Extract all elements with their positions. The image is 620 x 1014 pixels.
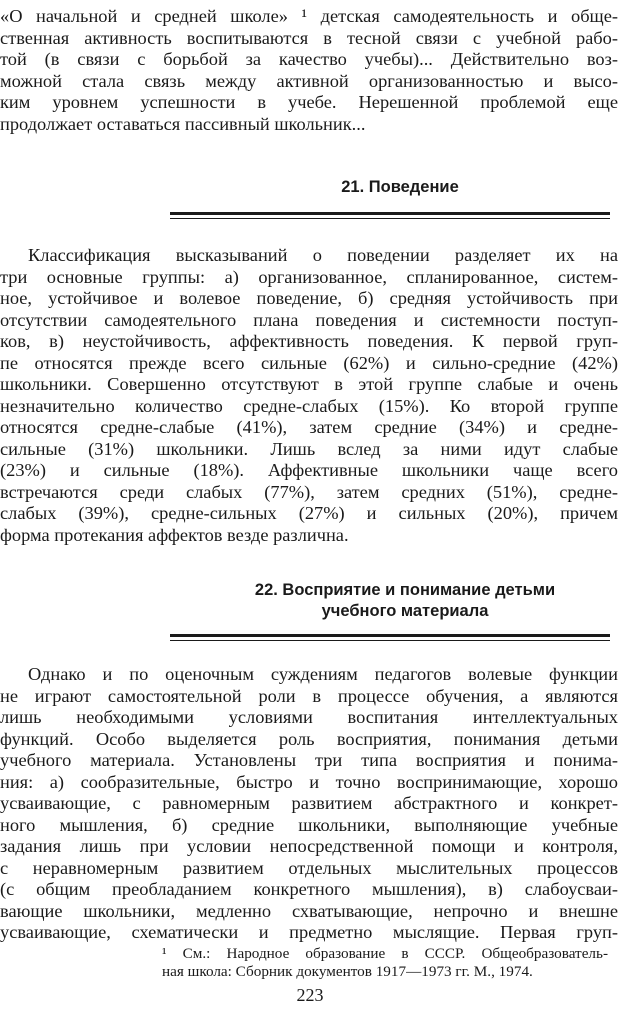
text-line: задания лишь при условии непосредственной помощи и контроля, (0, 836, 618, 856)
text-line: усваивающие, с равномерным развитием абстрактного и конкрет- (0, 793, 618, 813)
text-line: ное, устойчивое и волевое поведение, б) средняя устойчивость при (0, 288, 618, 308)
section-22-heading-line2: учебного материала (321, 602, 489, 620)
footnote (162, 945, 608, 981)
text-line: учебного материала. Установлены три типа восприятия и понима- (0, 750, 618, 770)
text-line: с неравномерным развитием отдельных мыслительных процессов (0, 857, 618, 878)
text-line: пе относятся прежде всего сильные (62%) и сильно-средние (42%) (0, 352, 618, 373)
text-line: незначительно количество средне-слабых (15%). Ко второй группе (0, 395, 618, 416)
section-21-paragraph (0, 245, 618, 546)
text-line: форма протекания аффектов везде различна. (0, 524, 349, 545)
text-line: Классификация высказываний о поведении разделяет их на (28, 245, 618, 265)
section-22-paragraph (0, 664, 618, 944)
text-line: школьники. Совершенно отсутствуют в этой группе слабые и очень (0, 374, 618, 394)
text-line: той (в связи с борьбой за качество учебы)... Действительно воз- (0, 49, 618, 69)
text-line: усваивающие, схематически и предметно мыслящие. Первая груп- (0, 922, 618, 942)
text-line: (23%) и сильные (18%). Аффективные школьники чаще всего (0, 460, 618, 480)
text-line: вающие школьники, медленно схватывающие, непрочно и внешне (0, 900, 618, 921)
text-line: ственная активность воспитываются в тесной связи с учебной рабо- (0, 27, 618, 48)
heading-rule-thick (170, 634, 610, 637)
text-line: можной стала связь между активной организованностью и высо- (0, 70, 618, 91)
text-line: Однако и по оценочным суждениям педагогов волевые функции (28, 664, 618, 684)
text-line: встречаются среди слабых (77%), затем средних (51%), средне- (0, 481, 618, 502)
heading-rule-thin (170, 218, 610, 219)
page-number: 223 (296, 985, 324, 1005)
footnote-line: ная школа: Сборник документов 1917—1973 гг. М., 1974. (162, 963, 533, 980)
text-line: относятся средне-слабые (41%), затем средние (34%) и средне- (0, 417, 618, 437)
text-line: сильные (31%) школьники. Лишь вслед за ними идут слабые (0, 438, 618, 459)
heading-rule-thin (170, 640, 610, 641)
text-line: отсутствии самодеятельного плана поведения и системности поступ- (0, 309, 618, 330)
text-line: три основные группы: а) организованное, спланированное, систем- (0, 266, 618, 287)
text-line: ного мышления, б) средние школьники, выполняющие учебные (0, 814, 618, 835)
text-line: продолжает оставаться пассивный школьник... (0, 113, 366, 134)
intro-paragraph (0, 6, 618, 135)
text-line: функций. Особо выделяется роль восприятия, понимания детьми (0, 728, 618, 749)
heading-rule-thick (170, 212, 610, 215)
text-line: не играют самостоятельной роли в процессе обучения, а являются (0, 685, 618, 706)
text-line: слабых (39%), средне-сильных (27%) и сильных (20%), причем (0, 503, 618, 523)
text-line: ким уровнем успешности в учебе. Нерешенной проблемой еще (0, 92, 618, 112)
text-line: «О начальной и средней школе» ¹ детская самодеятельность и обще- (0, 6, 618, 26)
text-line: лишь необходимыми условиями воспитания интеллектуальных (0, 707, 618, 727)
text-line: (с общим преобладанием конкретного мышления), в) слабоусваи- (0, 879, 618, 899)
section-22-heading-line1: 22. Восприятие и понимание детьми (254, 581, 556, 599)
footnote-line: ¹ См.: Народное образование в СССР. Общеобразователь- (162, 945, 608, 962)
text-line: ния: а) сообразительные, быстро и точно воспринимающие, хорошо (0, 771, 618, 792)
section-21-heading: 21. Поведение (341, 178, 459, 196)
text-line: ков, в) неустойчивость, аффективность поведения. К первой груп- (0, 331, 618, 351)
